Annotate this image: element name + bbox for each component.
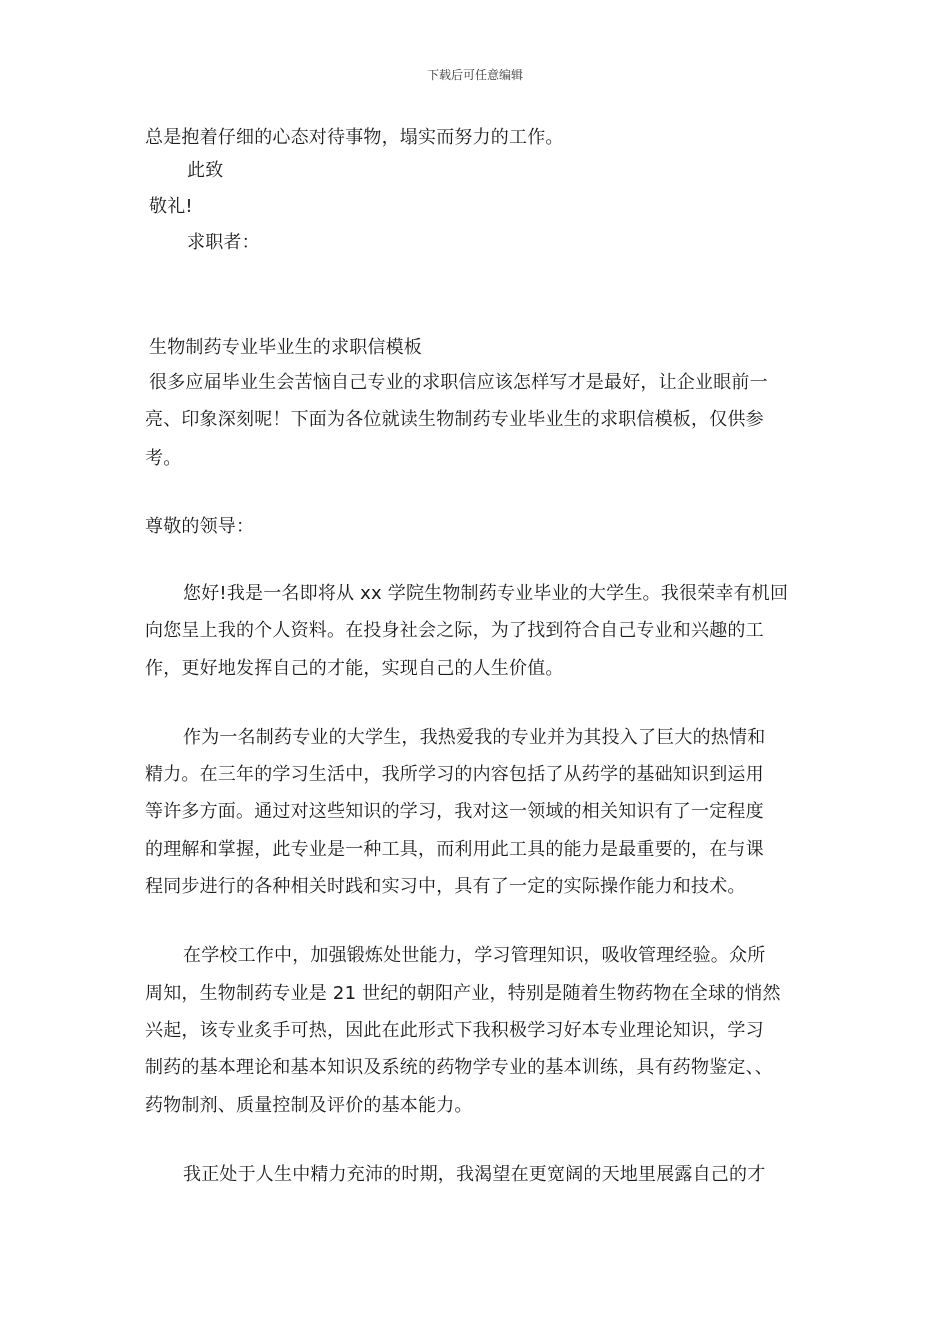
intro-line: 很多应届毕业生会苦恼自己专业的求职信应该怎样写才是最好，让企业眼前一 (149, 372, 768, 393)
paragraph-line: 周知，生物制药专业是 21 世纪的朝阳产业，特别是随着生物药物在全球的悄然 (145, 983, 781, 1004)
letter-greeting: 尊敬的领导： (145, 516, 255, 537)
page-header-note: 下载后可任意编辑 (426, 68, 523, 82)
paragraph-line: 等许多方面。通过对这些知识的学习，我对这一领域的相关知识有了一定程度 (145, 801, 764, 822)
paragraph-line: 作为一名制药专业的大学生，我热爱我的专业并为其投入了巨大的热情和 (183, 727, 766, 748)
paragraph-line: 精力。在三年的学习生活中，我所学习的内容包括了从药学的基础知识到运用 (145, 764, 764, 785)
closing-line: 总是抱着仔细的心态对待事物，塌实而努力的工作。 (145, 127, 564, 148)
article-title: 生物制药专业毕业生的求职信模板 (149, 337, 422, 358)
intro-line: 考。 (145, 448, 182, 469)
paragraph-line: 作，更好地发挥自己的才能，实现自己的人生价值。 (145, 658, 564, 679)
closing-salutation: 此致 (187, 160, 224, 181)
paragraph-line: 您好!我是一名即将从 xx 学院生物制药专业毕业的大学生。我很荣幸有机回 (183, 583, 789, 604)
paragraph-line: 药物制剂、质量控制及评价的基本能力。 (145, 1095, 473, 1116)
paragraph-line: 在学校工作中，加强锻炼处世能力，学习管理知识，吸收管理经验。众所 (183, 945, 766, 966)
paragraph-line: 兴起，该专业炙手可热，因此在此形式下我积极学习好本专业理论知识，学习 (145, 1020, 764, 1041)
paragraph-line: 程同步进行的各种相关时践和实习中，具有了一定的实际操作能力和技术。 (145, 876, 746, 897)
paragraph-line: 制药的基本理论和基本知识及系统的药物学专业的基本训练，具有药物鉴定、、 (145, 1057, 773, 1078)
closing-signer: 求职者： (187, 232, 260, 253)
paragraph-line: 我正处于人生中精力充沛的时期，我渴望在更宽阔的天地里展露自己的才 (183, 1164, 766, 1185)
intro-line: 亮、印象深刻呢！下面为各位就读生物制药专业毕业生的求职信模板，仅供参 (145, 409, 764, 430)
closing-regards: 敬礼! (149, 196, 193, 217)
paragraph-line: 的理解和掌握，此专业是一种工具，而利用此工具的能力是最重要的，在与课 (145, 839, 764, 860)
paragraph-line: 向您呈上我的个人资料。在投身社会之际，为了找到符合自己专业和兴趣的工 (145, 620, 764, 641)
